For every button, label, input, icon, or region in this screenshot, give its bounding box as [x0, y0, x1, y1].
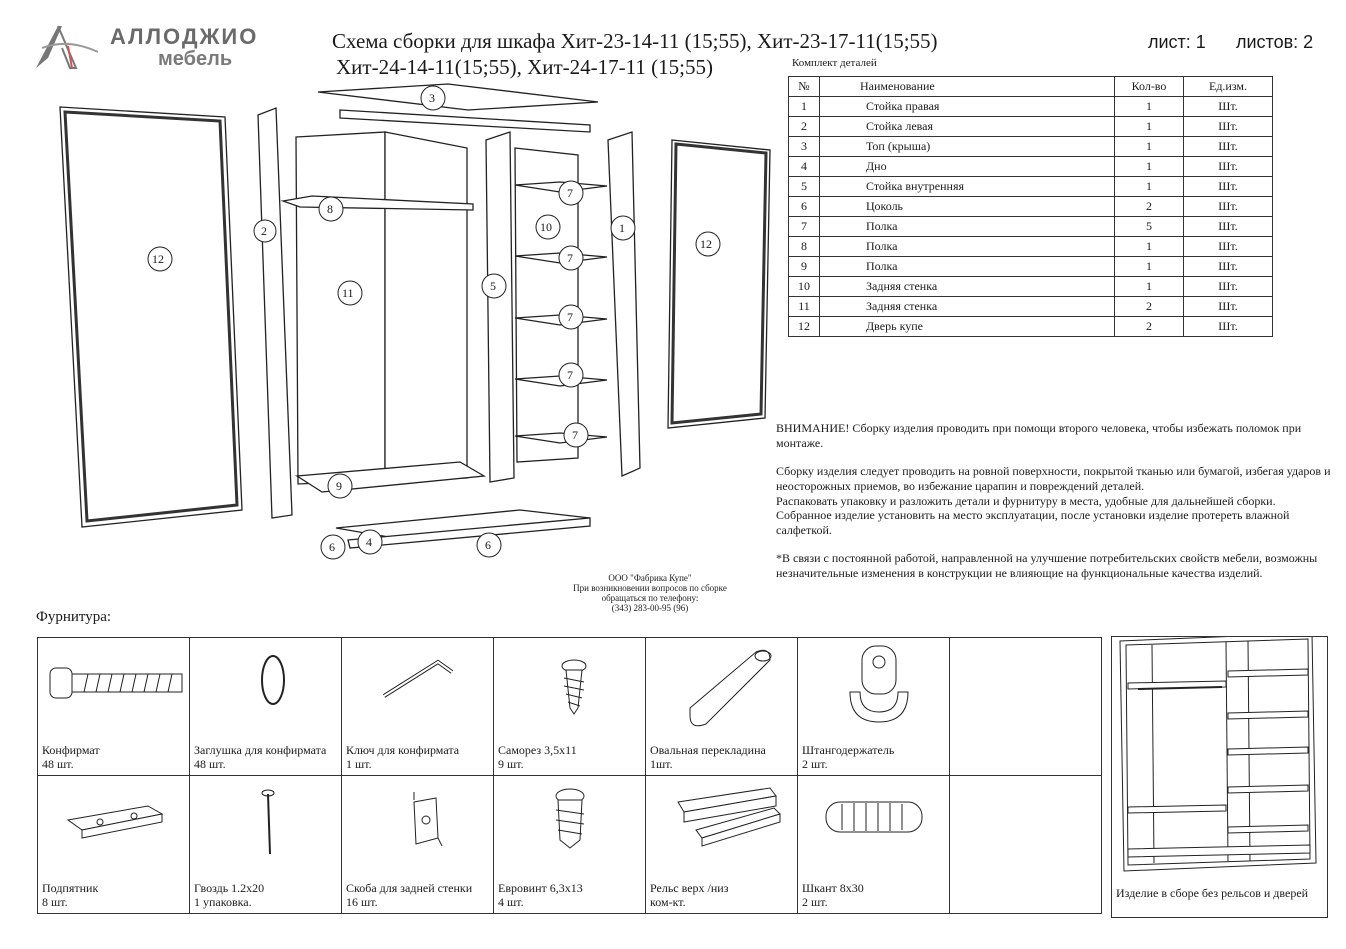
- part-num-7a: 7: [567, 186, 573, 200]
- col-header-name: Наименование: [820, 77, 1115, 97]
- self-tapping-screw-icon: [494, 638, 645, 738]
- part-qty: 5: [1115, 217, 1184, 237]
- assembled-wardrobe-icon: [1112, 637, 1327, 882]
- part-qty: 1: [1115, 137, 1184, 157]
- part-name: Дно: [820, 157, 1115, 177]
- company-phone-label: обращаться по телефону:: [601, 593, 699, 603]
- part-num-12-right: 12: [700, 237, 712, 251]
- company-support-line: При возникновении вопросов по сборке: [573, 583, 727, 593]
- fitting-name: Шкант 8х30: [802, 881, 864, 895]
- fitting-cell-confirmat: [38, 638, 190, 776]
- part-name: Стойка левая: [820, 117, 1115, 137]
- part-number: 2: [789, 117, 820, 137]
- assembled-caption: Изделие в сборе без рельсов и дверей: [1116, 886, 1309, 900]
- part-unit: Шт.: [1184, 177, 1273, 197]
- part-num-2: 2: [261, 224, 267, 238]
- part-name: Полка: [820, 217, 1115, 237]
- fitting-cell-screw: [494, 638, 646, 776]
- instruction-para-2: Распаковать упаковку и разложить детали и фурнитуру в места, удобные для дальнейшей сборки.: [776, 494, 1276, 508]
- fitting-qty: 4 шт.: [498, 895, 524, 909]
- instruction-para-1: Сборку изделия следует проводить на ровной поверхности, покрытой тканью или бумагой, избегая ударов и неосторожных приемов, во избежание царапин и повреждений деталей.: [776, 464, 1331, 493]
- part-qty: 1: [1115, 117, 1184, 137]
- fitting-cell-euroscrew: [494, 776, 646, 914]
- part-num-9: 9: [336, 479, 342, 493]
- parts-header-row: [789, 77, 1273, 97]
- warning-note: ВНИМАНИЕ! Сборку изделия проводить при помощи второго человека, чтобы избежать поломок при монтаже.: [776, 421, 1302, 450]
- part-qty: 2: [1115, 197, 1184, 217]
- part-qty: 1: [1115, 157, 1184, 177]
- fitting-cell-cap: [190, 638, 342, 776]
- part-name: Задняя стенка: [820, 297, 1115, 317]
- fitting-name: Подпятник: [42, 881, 99, 895]
- fittings-title: Фурнитура:: [36, 609, 112, 625]
- cap-ring-icon: [190, 638, 341, 738]
- part-num-12-left: 12: [152, 252, 164, 266]
- page-title-line2: Хит-24-14-11(15;55), Хит-24-17-11 (15;55): [336, 55, 713, 79]
- part-unit: Шт.: [1184, 97, 1273, 117]
- fitting-qty: 1 упаковка.: [194, 895, 252, 909]
- dowel-icon: [798, 776, 949, 876]
- part-number: 4: [789, 157, 820, 177]
- part-number: 10: [789, 277, 820, 297]
- parts-table-row: [789, 157, 1273, 177]
- assembled-wardrobe-box: [1111, 636, 1328, 918]
- parts-table-row: [789, 277, 1273, 297]
- part-num-7c: 7: [567, 310, 573, 324]
- part-num-4: 4: [366, 535, 372, 549]
- fitting-name: Овальная перекладина: [650, 743, 766, 757]
- part-unit: Шт.: [1184, 317, 1273, 337]
- instruction-para-3: Собранное изделие установить на место эксплуатации, после установки изделие протереть влажной салфеткой.: [776, 508, 1290, 537]
- fitting-name: Штангодержатель: [802, 743, 895, 757]
- fitting-name: Гвоздь 1.2х20: [194, 881, 265, 895]
- col-header-num: №: [789, 77, 820, 97]
- rod-holder-icon: [798, 638, 949, 738]
- fitting-cell-pad: [38, 776, 190, 914]
- rail-icon: [646, 776, 797, 876]
- fitting-qty: ком-кт.: [650, 895, 686, 909]
- parts-table-row: [789, 297, 1273, 317]
- fitting-name: Скоба для задней стенки: [346, 881, 473, 895]
- oval-rail-icon: [646, 638, 797, 738]
- part-num-6-right: 6: [485, 538, 491, 552]
- part-number: 7: [789, 217, 820, 237]
- part-qty: 2: [1115, 297, 1184, 317]
- part-name: Полка: [820, 237, 1115, 257]
- sheet-number: лист: 1: [1148, 32, 1206, 52]
- fitting-qty: 2 шт.: [802, 757, 828, 771]
- part-num-11: 11: [342, 286, 354, 300]
- part-num-8: 8: [327, 202, 333, 216]
- part-num-6-left: 6: [329, 540, 335, 554]
- fitting-name: Саморез 3,5х11: [498, 743, 577, 757]
- fitting-cell-empty-2: [950, 776, 1102, 914]
- part-number: 11: [789, 297, 820, 317]
- part-unit: Шт.: [1184, 157, 1273, 177]
- fitting-cell-nail: [190, 776, 342, 914]
- fitting-qty: 16 шт.: [346, 895, 378, 909]
- hex-key-icon: [342, 638, 493, 738]
- fitting-name: Заглушка для конфирмата: [194, 743, 327, 757]
- brand-subtitle: мебель: [158, 48, 233, 70]
- fitting-qty: 1 шт.: [346, 757, 372, 771]
- col-header-qty: Кол-во: [1115, 77, 1184, 97]
- company-info: [550, 573, 750, 613]
- brand-name: АЛЛОДЖИО: [110, 24, 259, 49]
- part-unit: Шт.: [1184, 237, 1273, 257]
- fitting-cell-track: [646, 776, 798, 914]
- company-name: ООО "Фабрика Купе": [608, 573, 692, 583]
- part-num-10: 10: [540, 220, 552, 234]
- fitting-name: Евровинт 6,3х13: [498, 881, 583, 895]
- fitting-qty: 1шт.: [650, 757, 673, 771]
- fitting-cell-clip: [342, 776, 494, 914]
- fitting-qty: 48 шт.: [194, 757, 226, 771]
- part-number: 12: [789, 317, 820, 337]
- part-name: Задняя стенка: [820, 277, 1115, 297]
- part-number: 5: [789, 177, 820, 197]
- parts-table-row: [789, 217, 1273, 237]
- part-name: Полка: [820, 257, 1115, 277]
- part-name: Дверь купе: [820, 317, 1115, 337]
- part-number: 1: [789, 97, 820, 117]
- parts-caption: Комплект деталей: [792, 57, 877, 69]
- company-phone: (343) 283-00-95 (96): [611, 603, 689, 613]
- euro-screw-icon: [494, 776, 645, 876]
- parts-table-row: [789, 97, 1273, 117]
- part-unit: Шт.: [1184, 137, 1273, 157]
- part-qty: 1: [1115, 277, 1184, 297]
- glide-pad-icon: [38, 776, 189, 876]
- part-num-7d: 7: [567, 368, 573, 382]
- parts-table-row: [789, 137, 1273, 157]
- part-unit: Шт.: [1184, 197, 1273, 217]
- fitting-qty: 9 шт.: [498, 757, 524, 771]
- part-qty: 1: [1115, 237, 1184, 257]
- part-number: 8: [789, 237, 820, 257]
- disclaimer-note: *В связи с постоянной работой, направленной на улучшение потребительских свойств мебели, возможны незначительные изменения в конструкции не влияющие на функциональные качества изделий.: [776, 551, 1318, 580]
- part-number: 9: [789, 257, 820, 277]
- part-num-7b: 7: [567, 251, 573, 265]
- parts-table-row: [789, 257, 1273, 277]
- col-header-unit: Ед.изм.: [1184, 77, 1273, 97]
- sheet-count: листов: 2: [1236, 32, 1314, 52]
- back-panel-clip-icon: [342, 776, 493, 876]
- parts-table-row: [789, 117, 1273, 137]
- fitting-qty: 48 шт.: [42, 757, 74, 771]
- page-title-line1: Схема сборки для шкафа Хит-23-14-11 (15;55), Хит-23-17-11(15;55): [332, 29, 938, 53]
- fittings-table: [37, 637, 1102, 914]
- part-unit: Шт.: [1184, 297, 1273, 317]
- fitting-cell-key: [342, 638, 494, 776]
- fitting-name: Конфирмат: [42, 743, 100, 757]
- part-number: 3: [789, 137, 820, 157]
- fitting-cell-rail: [646, 638, 798, 776]
- part-bubbles: [0, 0, 780, 570]
- part-num-1: 1: [619, 221, 625, 235]
- part-name: Стойка внутренняя: [820, 177, 1115, 197]
- part-num-7e: 7: [572, 428, 578, 442]
- parts-table-row: [789, 237, 1273, 257]
- part-qty: 2: [1115, 317, 1184, 337]
- fitting-name: Рельс верх /низ: [650, 881, 729, 895]
- fitting-qty: 8 шт.: [42, 895, 68, 909]
- part-num-5: 5: [490, 279, 496, 293]
- part-qty: 1: [1115, 177, 1184, 197]
- nail-icon: [190, 776, 341, 876]
- fitting-qty: 2 шт.: [802, 895, 828, 909]
- parts-table-row: [789, 317, 1273, 337]
- part-name: Топ (крыша): [820, 137, 1115, 157]
- part-unit: Шт.: [1184, 217, 1273, 237]
- part-num-3: 3: [429, 91, 435, 105]
- parts-table-row: [789, 177, 1273, 197]
- fitting-name: Ключ для конфирмата: [346, 743, 460, 757]
- part-unit: Шт.: [1184, 277, 1273, 297]
- fitting-cell-empty-1: [950, 638, 1102, 776]
- part-qty: 1: [1115, 257, 1184, 277]
- confirmat-screw-icon: [38, 638, 189, 738]
- parts-table-row: [789, 197, 1273, 217]
- fitting-cell-holder: [798, 638, 950, 776]
- part-qty: 1: [1115, 97, 1184, 117]
- part-name: Цоколь: [820, 197, 1115, 217]
- part-name: Стойка правая: [820, 97, 1115, 117]
- part-number: 6: [789, 197, 820, 217]
- parts-table: [788, 76, 1273, 337]
- fitting-cell-dowel: [798, 776, 950, 914]
- part-unit: Шт.: [1184, 117, 1273, 137]
- part-unit: Шт.: [1184, 257, 1273, 277]
